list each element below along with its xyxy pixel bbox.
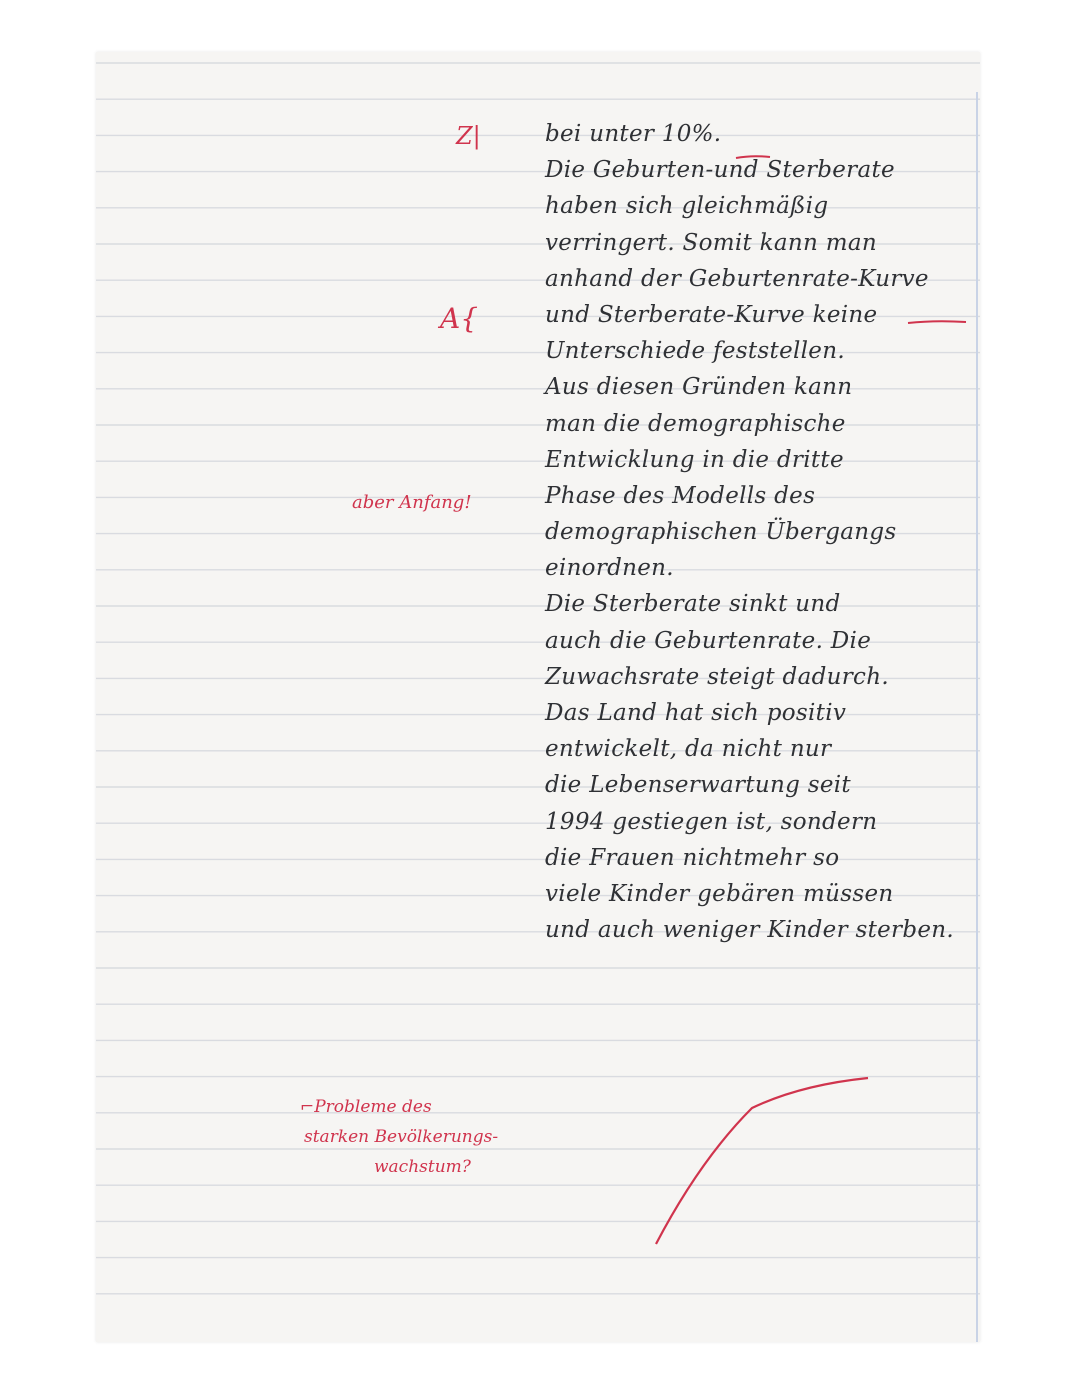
text-line: und auch weniger Kinder sterben. <box>545 917 954 944</box>
text-line: 1994 gestiegen ist, sondern <box>545 808 878 835</box>
text-line: Das Land hat sich positiv <box>545 700 847 726</box>
problem-line: wachstum? <box>374 1157 471 1177</box>
text-line: auch die Geburtenrate. Die <box>545 627 872 654</box>
text-line: man die demographische <box>545 410 846 437</box>
text-line: verringert. Somit kann man <box>545 229 878 256</box>
text-line: Die Geburten-und Sterberate <box>545 157 895 184</box>
text-line: haben sich gleichmäßig <box>545 193 829 220</box>
text-line: und Sterberate-Kurve keine <box>545 301 878 328</box>
text-line: Phase des Modells des <box>545 482 816 509</box>
text-line: bei unter 10%. <box>545 121 722 147</box>
margin-note-z: Z| <box>456 122 481 150</box>
margin-note-problem <box>300 1092 498 1182</box>
text-line: Entwicklung in die dritte <box>545 446 844 473</box>
text-line: einordnen. <box>545 555 674 582</box>
margin-line <box>976 92 978 1342</box>
margin-note-a: A{ <box>440 302 479 335</box>
text-line: demographischen Übergangs <box>545 519 897 546</box>
text-line: anhand der Geburtenrate-Kurve <box>545 265 929 292</box>
margin-note-anfang: aber Anfang! <box>352 492 472 513</box>
text-line: Die Sterberate sinkt und <box>545 591 841 618</box>
text-line: Unterschiede feststellen. <box>545 338 845 365</box>
text-line: Zuwachsrate steigt dadurch. <box>545 663 889 690</box>
text-line: die Frauen nichtmehr so <box>545 844 840 871</box>
text-line: Aus diesen Gründen kann <box>545 374 853 401</box>
problem-line: ⌐Probleme des <box>300 1097 432 1117</box>
text-line: viele Kinder gebären müssen <box>545 880 894 907</box>
problem-line: starken Bevölkerungs- <box>304 1127 499 1147</box>
text-line: die Lebenserwartung seit <box>545 772 851 799</box>
text-line: entwickelt, da nicht nur <box>545 736 832 763</box>
handwritten-text-block <box>545 116 975 948</box>
